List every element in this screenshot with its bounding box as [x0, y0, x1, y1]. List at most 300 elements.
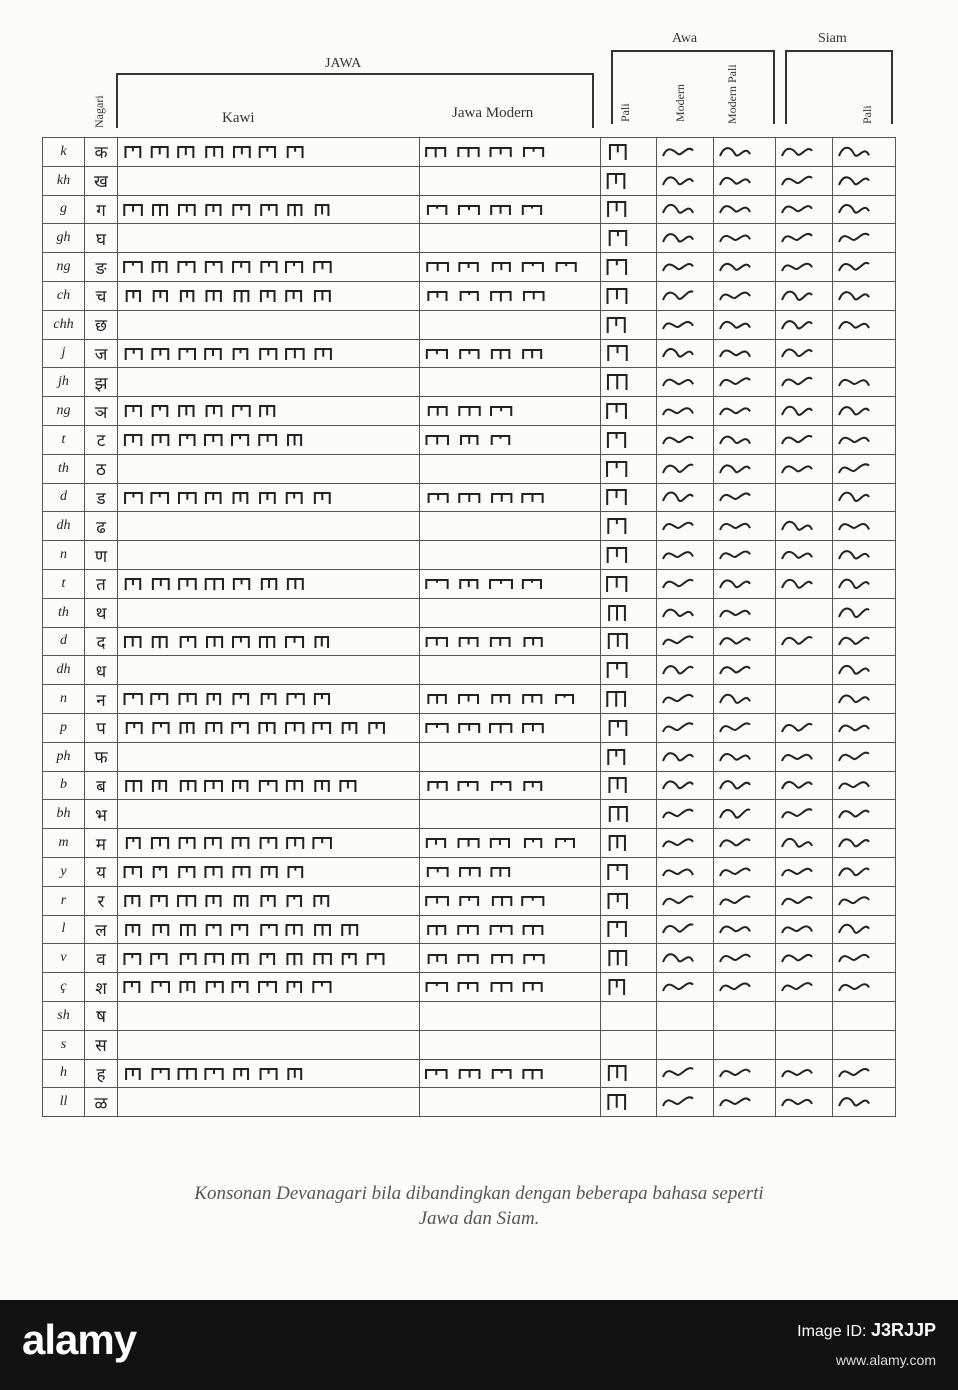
awa-modern-glyph-cell [657, 685, 714, 714]
kawi-glyph [149, 864, 171, 880]
jawa-modern-glyph [520, 260, 546, 274]
awa-pali-glyph [605, 430, 629, 450]
kawi-glyph [311, 835, 333, 851]
nagari-letter: र [85, 886, 118, 915]
awa-modern-pali-glyph [718, 1063, 752, 1083]
jawa-modern-glyphs [420, 656, 601, 685]
nagari-letter: ख [85, 166, 118, 195]
awa-pali-glyph [605, 1092, 629, 1112]
jawa-modern-glyph [488, 577, 514, 591]
jawa-modern-glyphs [420, 944, 601, 973]
siam-pali-glyph-cell [833, 656, 896, 685]
jawa-modern-glyph [520, 923, 546, 937]
jawa-modern-glyph [520, 491, 546, 505]
jawa-modern-glyphs [420, 138, 601, 167]
kawi-glyph [122, 346, 144, 362]
awa-modern-glyph [661, 430, 695, 450]
awa-modern-pali-glyph-cell [714, 195, 776, 224]
awa-modern-glyph-cell [657, 310, 714, 339]
kawi-glyphs [118, 886, 420, 915]
siam-pali-glyph [837, 171, 871, 191]
kawi-glyph [311, 979, 333, 995]
kawi-glyph [230, 720, 252, 736]
kawi-glyph [176, 778, 198, 794]
siam-modern-glyph [780, 545, 814, 565]
siam-pali-glyph [837, 948, 871, 968]
awa-modern-pali-glyph-cell [714, 454, 776, 483]
siam-pali-glyph-cell [833, 857, 896, 886]
kawi-glyph [122, 951, 144, 967]
awa-pali-glyph-cell [601, 685, 657, 714]
table-row [43, 454, 896, 483]
table-row [43, 397, 896, 426]
jawa-modern-glyphs [420, 1088, 601, 1117]
kawi-glyph [365, 951, 387, 967]
nagari-letter: ण [85, 541, 118, 570]
table-row [43, 512, 896, 541]
kawi-glyphs [118, 973, 420, 1002]
kawi-glyph [257, 576, 279, 592]
kawi-glyph [203, 979, 225, 995]
siam-pali-glyph [837, 747, 871, 767]
siam-modern-glyph [780, 948, 814, 968]
kawi-glyphs [118, 368, 420, 397]
kawi-glyphs [118, 541, 420, 570]
kawi-glyphs [118, 685, 420, 714]
siam-pali-glyph-cell [833, 1030, 896, 1059]
awa-modern-glyph-cell [657, 224, 714, 253]
kawi-glyph [176, 288, 198, 304]
jawa-modern-glyphs [420, 368, 601, 397]
jawa-modern-glyphs [420, 742, 601, 771]
table-row [43, 425, 896, 454]
awa-modern-pali-glyph [718, 257, 752, 277]
image-id [797, 1320, 936, 1341]
kawi-glyph [311, 288, 333, 304]
awa-modern-glyph-cell [657, 1088, 714, 1117]
siam-modern-glyph [780, 459, 814, 479]
jawa-modern-glyph [456, 577, 482, 591]
latin-transliteration: g [43, 195, 85, 224]
siam-modern-glyph-cell [776, 397, 833, 426]
latin-transliteration: ph [43, 742, 85, 771]
latin-transliteration: s [43, 1030, 85, 1059]
awa-modern-glyph-cell [657, 771, 714, 800]
siam-modern-glyph-cell [776, 944, 833, 973]
jawa-modern-glyph [488, 203, 514, 217]
kawi-glyph [203, 951, 225, 967]
jawa-modern-glyph [520, 836, 546, 850]
awa-modern-pali-glyph-cell [714, 685, 776, 714]
siam-pali-glyph-cell [833, 253, 896, 282]
kawi-glyph [149, 979, 171, 995]
siam-modern-glyph-cell [776, 1001, 833, 1030]
table-row [43, 771, 896, 800]
awa-modern-pali-glyph-cell [714, 425, 776, 454]
kawi-glyph [122, 259, 144, 275]
siam-pali-glyph-cell [833, 627, 896, 656]
awa-modern-glyph [661, 487, 695, 507]
siam-modern-glyph [780, 775, 814, 795]
caption-line-1: Konsonan Devanagari bila dibandingkan dengan beberapa bahasa seperti [194, 1183, 764, 1204]
nagari-letter: छ [85, 310, 118, 339]
awa-pali-glyph-cell [601, 425, 657, 454]
kawi-glyph [257, 720, 279, 736]
kawi-glyph [203, 346, 225, 362]
awa-modern-pali-glyph-cell [714, 138, 776, 167]
latin-transliteration: ç [43, 973, 85, 1002]
awa-modern-glyph [661, 1063, 695, 1083]
table-row [43, 829, 896, 858]
siam-modern-glyph [780, 631, 814, 651]
kawi-glyph [122, 1066, 144, 1082]
jawa-modern-glyph [456, 836, 482, 850]
siam-modern-glyph [780, 142, 814, 162]
kawi-glyphs [118, 857, 420, 886]
kawi-glyph [122, 979, 144, 995]
latin-transliteration: ng [43, 253, 85, 282]
kawi-glyph [284, 720, 306, 736]
kawi-glyph [203, 202, 225, 218]
jawa-modern-glyph [424, 836, 450, 850]
awa-modern-glyph-cell [657, 742, 714, 771]
kawi-glyphs [118, 713, 420, 742]
awa-modern-glyph [661, 660, 695, 680]
awa-modern-glyph-cell [657, 569, 714, 598]
kawi-glyph [230, 691, 252, 707]
awa-modern-pali-glyph [718, 747, 752, 767]
kawi-glyph [257, 288, 279, 304]
kawi-glyph [284, 1066, 306, 1082]
latin-transliteration: ll [43, 1088, 85, 1117]
awa-modern-glyph-cell [657, 800, 714, 829]
jawa-modern-glyph [520, 980, 546, 994]
siam-pali-glyph-cell [833, 771, 896, 800]
siam-modern-glyph-cell [776, 541, 833, 570]
kawi-glyph [176, 432, 198, 448]
kawi-glyph [230, 346, 252, 362]
latin-transliteration: l [43, 915, 85, 944]
kawi-glyph [149, 259, 171, 275]
awa-pali-glyph [605, 775, 629, 795]
awa-pali-glyph-cell [601, 713, 657, 742]
kawi-glyph [203, 691, 225, 707]
awa-modern-glyph [661, 804, 695, 824]
jawa-bracket-top [116, 73, 594, 75]
awa-modern-glyph-cell [657, 166, 714, 195]
siam-pali-glyph [837, 459, 871, 479]
awa-modern-glyph-cell [657, 627, 714, 656]
kawi-glyphs [118, 1001, 420, 1030]
awa-pali-glyph [605, 891, 629, 911]
kawi-glyphs [118, 627, 420, 656]
jawa-modern-glyph [520, 1067, 546, 1081]
siam-pali-glyph [837, 315, 871, 335]
awa-modern-glyph-cell [657, 195, 714, 224]
kawi-glyph [122, 778, 144, 794]
awa-modern-glyph [661, 948, 695, 968]
jawa-modern-glyph [424, 635, 450, 649]
kawi-glyph [149, 951, 171, 967]
kawi-glyph [230, 922, 252, 938]
awa-pali-glyph-cell [601, 541, 657, 570]
awa-pali-glyph [605, 977, 629, 997]
awa-pali-glyph [605, 862, 629, 882]
awa-bracket-top [611, 50, 775, 52]
kawi-glyph [149, 490, 171, 506]
awa-pali-glyph-cell [601, 1059, 657, 1088]
nagari-letter: प [85, 713, 118, 742]
awa-modern-glyph-cell [657, 915, 714, 944]
siam-pali-glyph-cell [833, 541, 896, 570]
header-awa-modern-pali: Modern Pali [725, 64, 739, 124]
siam-pali-glyph [837, 1092, 871, 1112]
awa-pali-glyph [605, 142, 629, 162]
awa-modern-glyph [661, 689, 695, 709]
kawi-glyph [230, 778, 252, 794]
jawa-modern-glyph [456, 635, 482, 649]
siam-modern-glyph [780, 372, 814, 392]
awa-pali-glyph [605, 747, 629, 767]
kawi-glyph [338, 951, 360, 967]
kawi-glyph [203, 288, 225, 304]
latin-transliteration: m [43, 829, 85, 858]
table-row [43, 857, 896, 886]
awa-modern-glyph-cell [657, 138, 714, 167]
kawi-glyph [149, 1066, 171, 1082]
latin-transliteration: chh [43, 310, 85, 339]
kawi-glyph [203, 864, 225, 880]
kawi-glyph [284, 144, 306, 160]
kawi-glyph [311, 922, 333, 938]
table-row [43, 541, 896, 570]
jawa-modern-glyphs [420, 281, 601, 310]
stock-footer-bar [0, 1300, 958, 1390]
header-kawi: Kawi [222, 110, 255, 126]
awa-modern-pali-glyph-cell [714, 512, 776, 541]
kawi-glyph [230, 979, 252, 995]
awa-modern-pali-glyph [718, 487, 752, 507]
jawa-modern-glyphs [420, 1030, 601, 1059]
awa-modern-pali-glyph [718, 919, 752, 939]
awa-modern-glyph [661, 343, 695, 363]
kawi-glyph [122, 490, 144, 506]
kawi-glyph [176, 720, 198, 736]
awa-pali-glyph [605, 171, 629, 191]
kawi-glyph [230, 490, 252, 506]
siam-modern-glyph [780, 315, 814, 335]
nagari-letter: ड [85, 483, 118, 512]
siam-pali-glyph [837, 660, 871, 680]
jawa-modern-glyph [488, 404, 514, 418]
jawa-modern-glyph [488, 289, 514, 303]
awa-modern-pali-glyph [718, 372, 752, 392]
awa-modern-pali-glyph [718, 833, 752, 853]
awa-modern-glyph [661, 286, 695, 306]
awa-modern-glyph-cell [657, 339, 714, 368]
nagari-letter: ल [85, 915, 118, 944]
awa-modern-glyph [661, 977, 695, 997]
jawa-modern-glyph [424, 721, 450, 735]
kawi-glyphs [118, 742, 420, 771]
kawi-glyph [203, 432, 225, 448]
jawa-modern-glyph [488, 491, 514, 505]
kawi-glyph [149, 778, 171, 794]
awa-pali-glyph [605, 660, 629, 680]
jawa-modern-glyph [456, 894, 482, 908]
kawi-glyph [122, 835, 144, 851]
siam-modern-glyph [780, 516, 814, 536]
kawi-glyphs [118, 425, 420, 454]
awa-modern-glyph-cell [657, 857, 714, 886]
latin-transliteration: ng [43, 397, 85, 426]
awa-pali-glyph-cell [601, 886, 657, 915]
nagari-letter: ढ [85, 512, 118, 541]
awa-modern-glyph [661, 372, 695, 392]
kawi-glyph [149, 634, 171, 650]
kawi-glyph [176, 691, 198, 707]
awa-modern-pali-glyph-cell [714, 224, 776, 253]
jawa-modern-glyphs [420, 569, 601, 598]
kawi-glyph [176, 634, 198, 650]
siam-modern-glyph [780, 228, 814, 248]
kawi-glyph [149, 720, 171, 736]
kawi-glyph [257, 144, 279, 160]
table-row [43, 1030, 896, 1059]
siam-pali-glyph [837, 199, 871, 219]
kawi-glyphs [118, 1059, 420, 1088]
jawa-modern-glyph [488, 952, 514, 966]
awa-modern-pali-glyph-cell [714, 627, 776, 656]
kawi-glyph [284, 634, 306, 650]
jawa-modern-glyph [424, 260, 450, 274]
kawi-glyph [230, 576, 252, 592]
awa-pali-glyph-cell [601, 138, 657, 167]
kawi-glyphs [118, 253, 420, 282]
table-row [43, 224, 896, 253]
awa-modern-glyph-cell [657, 397, 714, 426]
kawi-glyph [284, 576, 306, 592]
kawi-glyph [122, 691, 144, 707]
latin-transliteration: ch [43, 281, 85, 310]
jawa-modern-glyph [488, 865, 514, 879]
latin-transliteration: d [43, 627, 85, 656]
jawa-modern-glyph [488, 836, 514, 850]
awa-modern-pali-glyph [718, 199, 752, 219]
nagari-letter: द [85, 627, 118, 656]
siam-modern-glyph-cell [776, 368, 833, 397]
awa-modern-glyph [661, 574, 695, 594]
table-row [43, 915, 896, 944]
jawa-bracket-right [592, 73, 594, 128]
nagari-letter: ळ [85, 1088, 118, 1117]
siam-pali-glyph [837, 257, 871, 277]
jawa-modern-glyph [488, 1067, 514, 1081]
kawi-glyph [149, 432, 171, 448]
kawi-glyph [257, 835, 279, 851]
siam-pali-glyph [837, 545, 871, 565]
jawa-modern-glyphs [420, 771, 601, 800]
kawi-glyph [149, 403, 171, 419]
awa-modern-pali-glyph [718, 603, 752, 623]
nagari-letter: म [85, 829, 118, 858]
jawa-modern-glyph [456, 347, 482, 361]
awa-pali-glyph-cell [601, 800, 657, 829]
kawi-glyph [311, 490, 333, 506]
jawa-modern-glyph [456, 433, 482, 447]
awa-modern-glyph [661, 516, 695, 536]
kawi-glyph [230, 288, 252, 304]
nagari-letter: झ [85, 368, 118, 397]
siam-pali-glyph [837, 1063, 871, 1083]
awa-pali-glyph-cell [601, 397, 657, 426]
table-row [43, 1088, 896, 1117]
awa-modern-pali-glyph-cell [714, 915, 776, 944]
latin-transliteration: jh [43, 368, 85, 397]
jawa-modern-glyphs [420, 886, 601, 915]
kawi-glyph [230, 893, 252, 909]
table-row [43, 1059, 896, 1088]
siam-pali-glyph [837, 603, 871, 623]
latin-transliteration: dh [43, 512, 85, 541]
awa-modern-pali-glyph-cell [714, 368, 776, 397]
awa-pali-glyph-cell [601, 944, 657, 973]
kawi-glyphs [118, 224, 420, 253]
awa-modern-glyph [661, 315, 695, 335]
kawi-glyphs [118, 800, 420, 829]
kawi-glyphs [118, 569, 420, 598]
jawa-modern-glyph [456, 203, 482, 217]
awa-modern-glyph-cell [657, 973, 714, 1002]
jawa-modern-glyphs [420, 1001, 601, 1030]
awa-modern-pali-glyph [718, 862, 752, 882]
kawi-glyph [284, 922, 306, 938]
awa-modern-glyph [661, 603, 695, 623]
jawa-modern-glyph [424, 404, 450, 418]
awa-modern-pali-glyph [718, 171, 752, 191]
nagari-letter: ब [85, 771, 118, 800]
kawi-glyph [284, 979, 306, 995]
jawa-modern-glyph [520, 692, 546, 706]
siam-pali-glyph-cell [833, 368, 896, 397]
jawa-modern-glyph [488, 923, 514, 937]
awa-modern-glyph [661, 833, 695, 853]
kawi-glyph [365, 720, 387, 736]
jawa-modern-glyph [488, 635, 514, 649]
kawi-glyph [230, 259, 252, 275]
jawa-modern-glyph [520, 952, 546, 966]
awa-modern-pali-glyph [718, 660, 752, 680]
awa-modern-glyph [661, 891, 695, 911]
siam-modern-glyph-cell [776, 569, 833, 598]
jawa-modern-glyphs [420, 857, 601, 886]
kawi-glyphs [118, 397, 420, 426]
siam-pali-glyph-cell [833, 483, 896, 512]
awa-pali-glyph-cell [601, 454, 657, 483]
siam-pali-glyph-cell [833, 310, 896, 339]
kawi-glyph [230, 951, 252, 967]
nagari-letter: ङ [85, 253, 118, 282]
jawa-modern-glyph [488, 779, 514, 793]
nagari-letter: न [85, 685, 118, 714]
awa-bracket-left [611, 50, 613, 124]
awa-modern-pali-glyph [718, 430, 752, 450]
kawi-glyphs [118, 339, 420, 368]
latin-transliteration: dh [43, 656, 85, 685]
jawa-modern-glyph [488, 894, 514, 908]
awa-modern-pali-glyph-cell [714, 397, 776, 426]
nagari-letter: ट [85, 425, 118, 454]
